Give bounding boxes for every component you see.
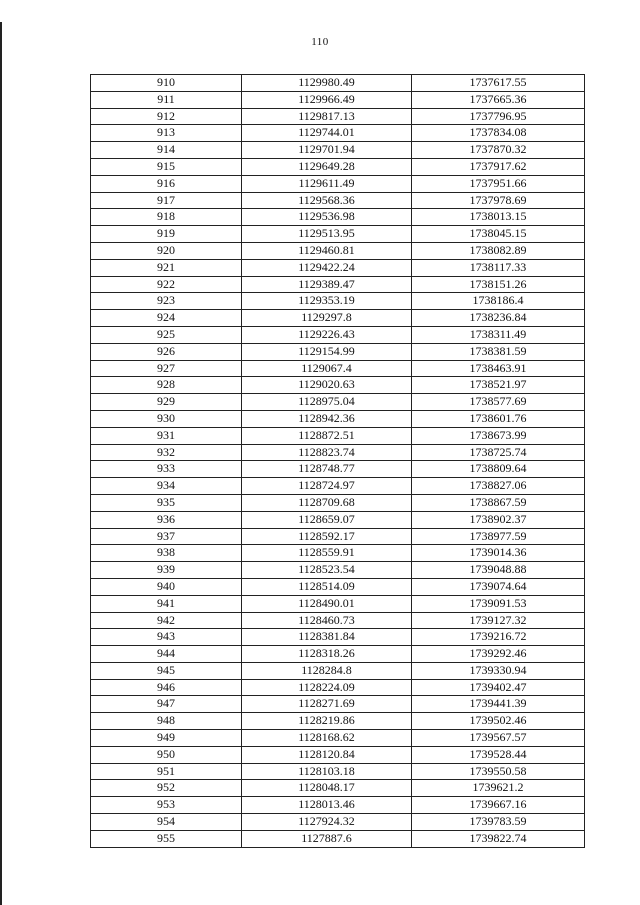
table-row	[91, 578, 585, 595]
coordinates-table-container	[90, 74, 584, 848]
point-number-cell: 944	[91, 646, 242, 663]
x-coordinate-cell: 1128975.04	[242, 394, 412, 411]
x-coordinate-cell: 1129817.13	[242, 108, 412, 125]
point-number-cell: 926	[91, 343, 242, 360]
table-row	[91, 763, 585, 780]
table-row	[91, 830, 585, 847]
point-number-cell: 947	[91, 696, 242, 713]
point-number-cell: 928	[91, 377, 242, 394]
point-number-cell: 935	[91, 494, 242, 511]
x-coordinate-cell: 1128271.69	[242, 696, 412, 713]
table-row	[91, 814, 585, 831]
y-coordinate-cell: 1737617.55	[412, 75, 585, 92]
y-coordinate-cell: 1739550.58	[412, 763, 585, 780]
table-row	[91, 293, 585, 310]
point-number-cell: 930	[91, 410, 242, 427]
point-number-cell: 950	[91, 746, 242, 763]
y-coordinate-cell: 1738117.33	[412, 259, 585, 276]
table-row	[91, 360, 585, 377]
table-row	[91, 713, 585, 730]
y-coordinate-cell: 1738463.91	[412, 360, 585, 377]
table-row	[91, 461, 585, 478]
y-coordinate-cell: 1738521.97	[412, 377, 585, 394]
table-row	[91, 125, 585, 142]
coordinates-table	[90, 74, 585, 848]
x-coordinate-cell: 1128724.97	[242, 478, 412, 495]
y-coordinate-cell: 1739402.47	[412, 679, 585, 696]
point-number-cell: 921	[91, 259, 242, 276]
x-coordinate-cell: 1128523.54	[242, 562, 412, 579]
point-number-cell: 948	[91, 713, 242, 730]
point-number-cell: 953	[91, 797, 242, 814]
y-coordinate-cell: 1738381.59	[412, 343, 585, 360]
x-coordinate-cell: 1129460.81	[242, 242, 412, 259]
y-coordinate-cell: 1738601.76	[412, 410, 585, 427]
table-row	[91, 730, 585, 747]
x-coordinate-cell: 1128013.46	[242, 797, 412, 814]
table-row	[91, 175, 585, 192]
x-coordinate-cell: 1128748.77	[242, 461, 412, 478]
y-coordinate-cell: 1738236.84	[412, 310, 585, 327]
table-row	[91, 192, 585, 209]
x-coordinate-cell: 1129744.01	[242, 125, 412, 142]
y-coordinate-cell: 1739216.72	[412, 629, 585, 646]
point-number-cell: 918	[91, 209, 242, 226]
coordinates-table-body	[91, 75, 585, 848]
y-coordinate-cell: 1739822.74	[412, 830, 585, 847]
point-number-cell: 951	[91, 763, 242, 780]
x-coordinate-cell: 1129422.24	[242, 259, 412, 276]
y-coordinate-cell: 1738827.06	[412, 478, 585, 495]
y-coordinate-cell: 1737796.95	[412, 108, 585, 125]
y-coordinate-cell: 1739074.64	[412, 578, 585, 595]
x-coordinate-cell: 1128872.51	[242, 427, 412, 444]
table-row	[91, 259, 585, 276]
table-row	[91, 528, 585, 545]
y-coordinate-cell: 1738082.89	[412, 242, 585, 259]
point-number-cell: 954	[91, 814, 242, 831]
x-coordinate-cell: 1129513.95	[242, 226, 412, 243]
y-coordinate-cell: 1739127.32	[412, 612, 585, 629]
table-row	[91, 226, 585, 243]
point-number-cell: 916	[91, 175, 242, 192]
x-coordinate-cell: 1128318.26	[242, 646, 412, 663]
table-row	[91, 343, 585, 360]
y-coordinate-cell: 1739502.46	[412, 713, 585, 730]
point-number-cell: 913	[91, 125, 242, 142]
point-number-cell: 924	[91, 310, 242, 327]
y-coordinate-cell: 1737665.36	[412, 91, 585, 108]
table-row	[91, 511, 585, 528]
x-coordinate-cell: 1128823.74	[242, 444, 412, 461]
point-number-cell: 927	[91, 360, 242, 377]
point-number-cell: 914	[91, 142, 242, 159]
point-number-cell: 933	[91, 461, 242, 478]
table-row	[91, 310, 585, 327]
x-coordinate-cell: 1127887.6	[242, 830, 412, 847]
y-coordinate-cell: 1739292.46	[412, 646, 585, 663]
x-coordinate-cell: 1129067.4	[242, 360, 412, 377]
point-number-cell: 915	[91, 158, 242, 175]
point-number-cell: 929	[91, 394, 242, 411]
x-coordinate-cell: 1129020.63	[242, 377, 412, 394]
x-coordinate-cell: 1129297.8	[242, 310, 412, 327]
x-coordinate-cell: 1129536.98	[242, 209, 412, 226]
table-row	[91, 679, 585, 696]
y-coordinate-cell: 1739048.88	[412, 562, 585, 579]
x-coordinate-cell: 1129980.49	[242, 75, 412, 92]
table-row	[91, 142, 585, 159]
table-row	[91, 444, 585, 461]
table-row	[91, 242, 585, 259]
point-number-cell: 923	[91, 293, 242, 310]
page-edge-rule	[0, 22, 2, 905]
y-coordinate-cell: 1739091.53	[412, 595, 585, 612]
x-coordinate-cell: 1128048.17	[242, 780, 412, 797]
y-coordinate-cell: 1739441.39	[412, 696, 585, 713]
y-coordinate-cell: 1739014.36	[412, 545, 585, 562]
y-coordinate-cell: 1738151.26	[412, 276, 585, 293]
x-coordinate-cell: 1128120.84	[242, 746, 412, 763]
table-row	[91, 780, 585, 797]
y-coordinate-cell: 1737870.32	[412, 142, 585, 159]
x-coordinate-cell: 1128103.18	[242, 763, 412, 780]
x-coordinate-cell: 1128168.62	[242, 730, 412, 747]
table-row	[91, 108, 585, 125]
point-number-cell: 955	[91, 830, 242, 847]
point-number-cell: 917	[91, 192, 242, 209]
point-number-cell: 919	[91, 226, 242, 243]
table-row	[91, 276, 585, 293]
point-number-cell: 943	[91, 629, 242, 646]
point-number-cell: 946	[91, 679, 242, 696]
point-number-cell: 922	[91, 276, 242, 293]
y-coordinate-cell: 1737978.69	[412, 192, 585, 209]
y-coordinate-cell: 1737951.66	[412, 175, 585, 192]
y-coordinate-cell: 1739528.44	[412, 746, 585, 763]
y-coordinate-cell: 1738045.15	[412, 226, 585, 243]
point-number-cell: 952	[91, 780, 242, 797]
y-coordinate-cell: 1738186.4	[412, 293, 585, 310]
table-row	[91, 494, 585, 511]
point-number-cell: 942	[91, 612, 242, 629]
table-row	[91, 410, 585, 427]
x-coordinate-cell: 1128460.73	[242, 612, 412, 629]
x-coordinate-cell: 1129353.19	[242, 293, 412, 310]
table-row	[91, 91, 585, 108]
table-row	[91, 612, 585, 629]
y-coordinate-cell: 1738902.37	[412, 511, 585, 528]
table-row	[91, 595, 585, 612]
point-number-cell: 940	[91, 578, 242, 595]
y-coordinate-cell: 1739567.57	[412, 730, 585, 747]
table-row	[91, 394, 585, 411]
y-coordinate-cell: 1738577.69	[412, 394, 585, 411]
x-coordinate-cell: 1129701.94	[242, 142, 412, 159]
point-number-cell: 920	[91, 242, 242, 259]
x-coordinate-cell: 1127924.32	[242, 814, 412, 831]
point-number-cell: 949	[91, 730, 242, 747]
y-coordinate-cell: 1739667.16	[412, 797, 585, 814]
x-coordinate-cell: 1128219.86	[242, 713, 412, 730]
x-coordinate-cell: 1128284.8	[242, 662, 412, 679]
x-coordinate-cell: 1129966.49	[242, 91, 412, 108]
point-number-cell: 945	[91, 662, 242, 679]
x-coordinate-cell: 1129568.36	[242, 192, 412, 209]
table-row	[91, 797, 585, 814]
y-coordinate-cell: 1738311.49	[412, 326, 585, 343]
point-number-cell: 931	[91, 427, 242, 444]
table-row	[91, 326, 585, 343]
y-coordinate-cell: 1738809.64	[412, 461, 585, 478]
point-number-cell: 911	[91, 91, 242, 108]
table-row	[91, 562, 585, 579]
x-coordinate-cell: 1128559.91	[242, 545, 412, 562]
point-number-cell: 936	[91, 511, 242, 528]
y-coordinate-cell: 1739783.59	[412, 814, 585, 831]
point-number-cell: 932	[91, 444, 242, 461]
y-coordinate-cell: 1739621.2	[412, 780, 585, 797]
point-number-cell: 912	[91, 108, 242, 125]
table-row	[91, 696, 585, 713]
point-number-cell: 925	[91, 326, 242, 343]
point-number-cell: 938	[91, 545, 242, 562]
table-row	[91, 158, 585, 175]
x-coordinate-cell: 1128224.09	[242, 679, 412, 696]
x-coordinate-cell: 1128942.36	[242, 410, 412, 427]
point-number-cell: 934	[91, 478, 242, 495]
table-row	[91, 427, 585, 444]
table-row	[91, 75, 585, 92]
y-coordinate-cell: 1737917.62	[412, 158, 585, 175]
x-coordinate-cell: 1128514.09	[242, 578, 412, 595]
table-row	[91, 478, 585, 495]
x-coordinate-cell: 1128490.01	[242, 595, 412, 612]
y-coordinate-cell: 1738013.15	[412, 209, 585, 226]
point-number-cell: 937	[91, 528, 242, 545]
table-row	[91, 629, 585, 646]
table-row	[91, 746, 585, 763]
y-coordinate-cell: 1739330.94	[412, 662, 585, 679]
y-coordinate-cell: 1738977.59	[412, 528, 585, 545]
x-coordinate-cell: 1128709.68	[242, 494, 412, 511]
page-number: 110	[311, 36, 329, 48]
x-coordinate-cell: 1129611.49	[242, 175, 412, 192]
x-coordinate-cell: 1129226.43	[242, 326, 412, 343]
y-coordinate-cell: 1738725.74	[412, 444, 585, 461]
y-coordinate-cell: 1738867.59	[412, 494, 585, 511]
table-row	[91, 377, 585, 394]
table-row	[91, 209, 585, 226]
x-coordinate-cell: 1129154.99	[242, 343, 412, 360]
table-row	[91, 545, 585, 562]
x-coordinate-cell: 1129389.47	[242, 276, 412, 293]
point-number-cell: 941	[91, 595, 242, 612]
x-coordinate-cell: 1128381.84	[242, 629, 412, 646]
table-row	[91, 646, 585, 663]
table-row	[91, 662, 585, 679]
x-coordinate-cell: 1128592.17	[242, 528, 412, 545]
y-coordinate-cell: 1738673.99	[412, 427, 585, 444]
point-number-cell: 939	[91, 562, 242, 579]
x-coordinate-cell: 1129649.28	[242, 158, 412, 175]
point-number-cell: 910	[91, 75, 242, 92]
x-coordinate-cell: 1128659.07	[242, 511, 412, 528]
y-coordinate-cell: 1737834.08	[412, 125, 585, 142]
